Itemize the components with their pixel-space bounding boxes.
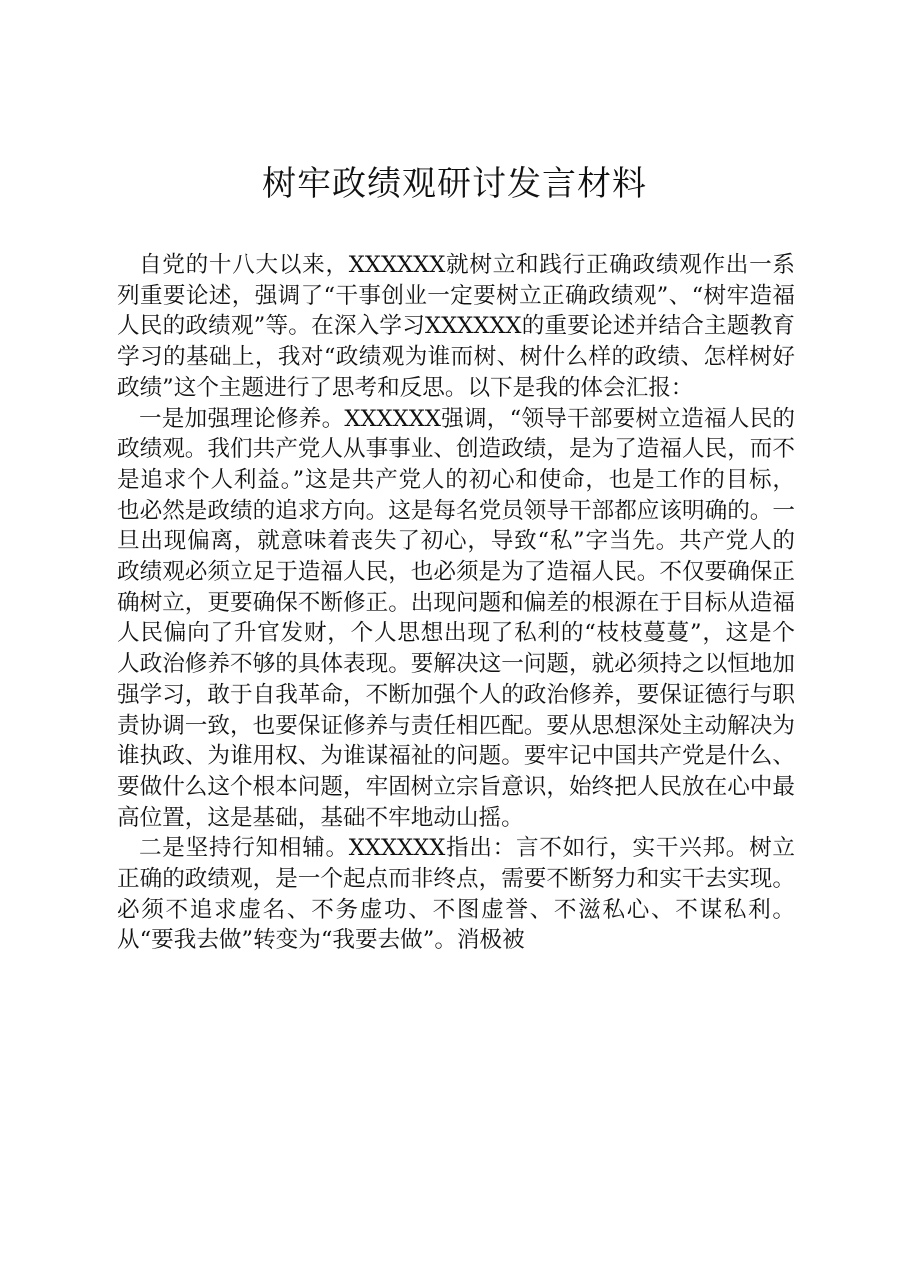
paragraph-theory: 一是加强理论修养。XXXXXX强调，“领导干部要树立造福人民的政绩观。我们共产党人从事事业、创造政绩，是为了造福人民，而不是追求个人利益。”这是共产党人的初心和使命，也是工作的目标，也必然是政绩的追求方向。这是每名党员领导干部都应该明确的。一旦出现偏离，就意味着丧失了初心，导致“私”字当先。共产党人的政绩观必须立足于造福人民，也必须是为了造福人民。不仅要确保正确树立，更要确保不断修正。出现问题和偏差的根源在于目标从造福人民偏向了升官发财，个人思想出现了私利的“枝枝蔓蔓”，这是个人政治修养不够的具体表现。要解决这一问题，就必须持之以恒地加强学习，敢于自我革命，不断加强个人的政治修养，要保证德行与职责协调一致，也要保证修养与责任相匹配。要从思想深处主动解决为谁执政、为谁用权、为谁谋福祉的问题。要牢记中国共产党是什么、要做什么这个根本问题，牢固树立宗旨意识，始终把人民放在心中最高位置，这是基础，基础不牢地动山摇。 xyxy=(117,405,795,831)
document-body xyxy=(117,250,795,956)
document-title: 树牢政绩观研讨发言材料 xyxy=(262,164,647,204)
paragraph-intro: 自党的十八大以来，XXXXXX就树立和践行正确政绩观作出一系列重要论述，强调了“干事创业一定要树立正确政绩观”、“树牢造福人民的政绩观”等。在深入学习XXXXXX的重要论述并结合主题教育学习的基础上，我对“政绩观为谁而树、树什么样的政绩、怎样树好政绩”这个主题进行了思考和反思。以下是我的体会汇报： xyxy=(117,252,795,401)
paragraph-practice: 二是坚持行知相辅。XXXXXX指出：言不如行，实干兴邦。树立正确的政绩观，是一个起点而非终点，需要不断努力和实干去实现。必须不追求虚名、不务虚功、不图虚誉、不滋私心、不谋私利。从“要我去做”转变为“我要去做”。消极被 xyxy=(117,835,795,954)
